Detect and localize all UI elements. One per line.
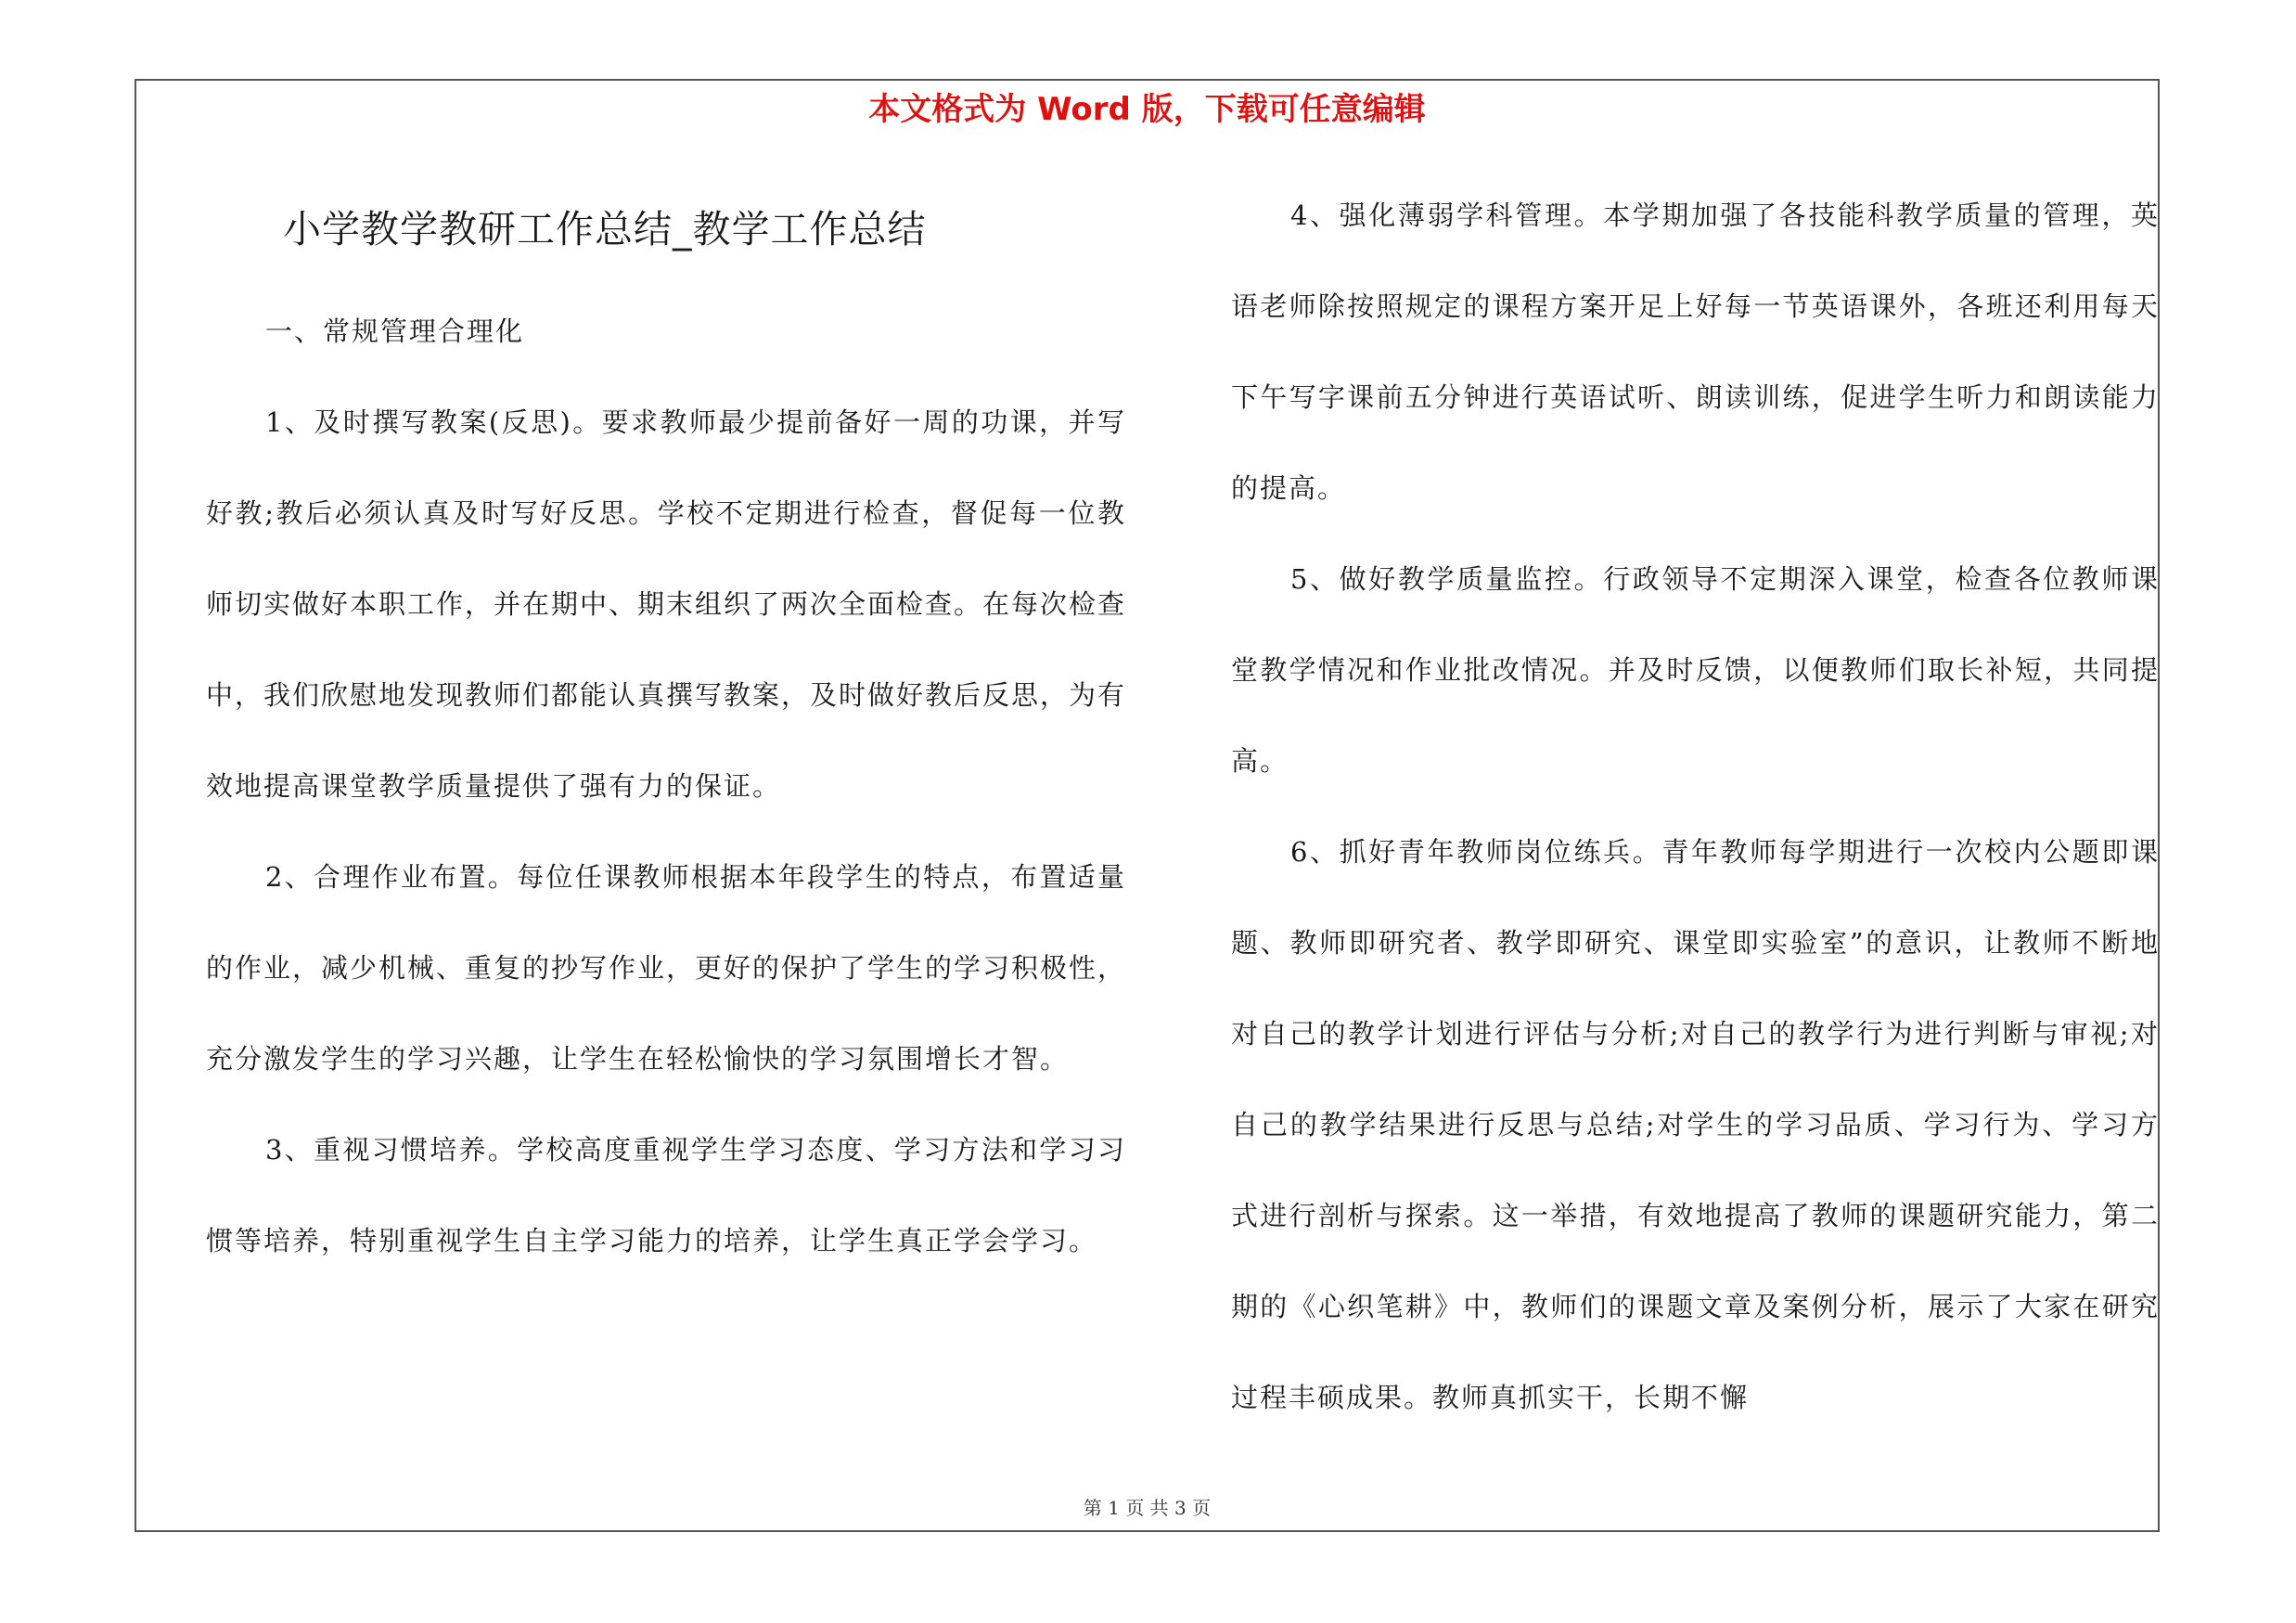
format-banner: 本文格式为 Word 版，下载可任意编辑 (868, 91, 1426, 128)
page-number-footer: 第 1 页 共 3 页 (1083, 1497, 1212, 1519)
paragraph-young-teachers: 6、抓好青年教师岗位练兵。青年教师每学期进行一次校内公题即课题、教师即研究者、教学即研究、课堂即实验室”的意识，让教师不断地对自己的教学计划进行评估与分析;对自己的教学行为进行判断与审视;对自己的教学结果进行反思与总结;对学生的学习品质、学习行为、学习方式进行剖析与探索。这一举措，有效地提高了教师的课题研究能力，第二期的《心织笔耕》中，教师们的课题文章及案例分析，展示了大家在研究过程丰硕成果。教师真抓实干，长期不懈 (1231, 836, 2160, 1413)
paragraph-homework: 2、合理作业布置。每位任课教师根据本年段学生的特点，布置适量的作业，减少机械、重复的抄写作业，更好的保护了学生的学习积极性，充分激发学生的学习兴趣，让学生在轻松愉快的学习氛围增长才智。 (206, 861, 1127, 1075)
paragraph-quality-monitoring: 5、做好教学质量监控。行政领导不定期深入课堂，检查各位教师课堂教学情况和作业批改情况。并及时反馈，以便教师们取长补短，共同提高。 (1231, 563, 2160, 777)
paragraph-section-heading: 一、常规管理合理化 (265, 316, 525, 347)
paragraph-weak-subjects: 4、强化薄弱学科管理。本学期加强了各技能科教学质量的管理，英语老师除按照规定的课程方案开足上好每一节英语课外，各班还利用每天下午写字课前五分钟进行英语试听、朗读训练，促进学生听力和朗读能力的提高。 (1231, 200, 2160, 504)
left-column (206, 176, 1126, 1286)
paragraph-habits: 3、重视习惯培养。学校高度重视学生学习态度、学习方法和学习习惯等培养，特别重视学生自主学习能力的培养，让学生真正学会学习。 (206, 1134, 1126, 1256)
document-title: 小学教学教研工作总结_教学工作总结 (283, 207, 927, 251)
right-column (1231, 176, 2160, 1443)
paragraph-lesson-plans: 1、及时撰写教案(反思)。要求教师最少提前备好一周的功课，并写好教;教后必须认真及时写好反思。学校不定期进行检查，督促每一位教师切实做好本职工作，并在期中、期末组织了两次全面检查。在每次检查中，我们欣慰地发现教师们都能认真撰写教案，及时做好教后反思，为有效地提高课堂教学质量提供了强有力的保证。 (206, 406, 1127, 802)
